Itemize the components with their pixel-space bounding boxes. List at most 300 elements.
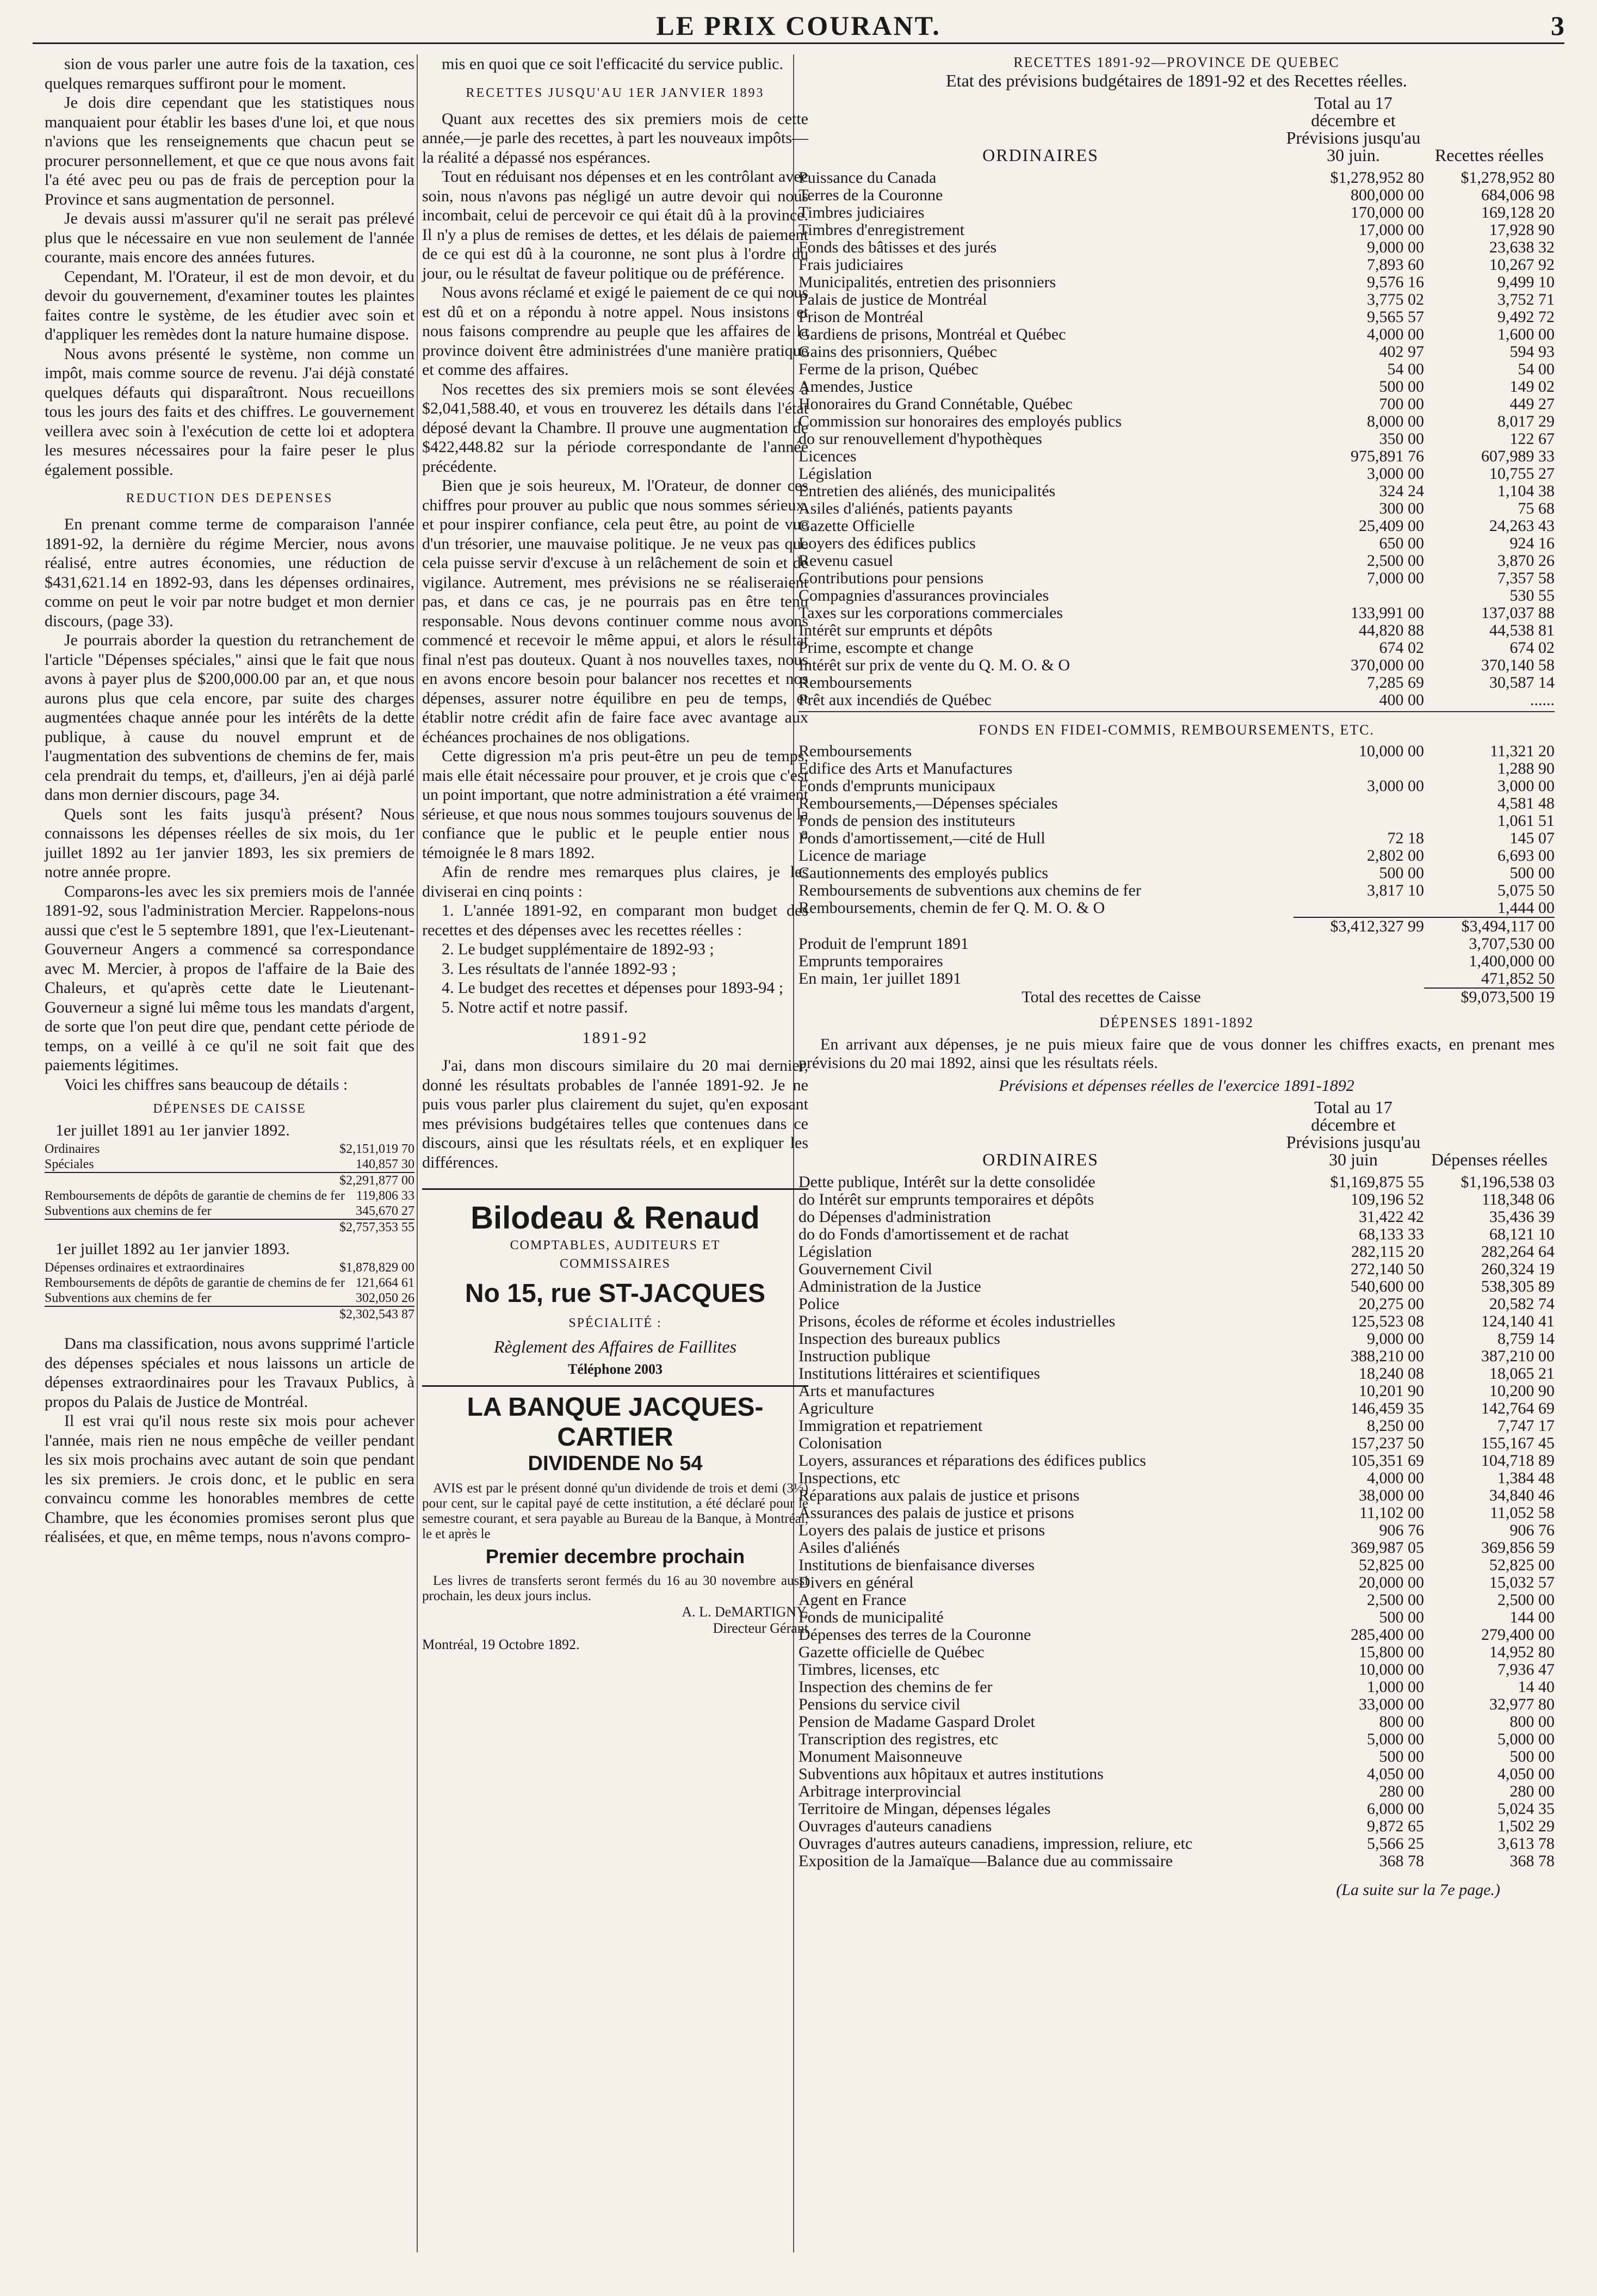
cash-row-value: $2,151,019 70 xyxy=(339,1142,414,1156)
row-value: 32,977 80 xyxy=(1489,1695,1555,1713)
row-value: 500 00 xyxy=(1379,378,1424,396)
cash-row xyxy=(45,1275,414,1291)
cash-row xyxy=(45,1188,414,1203)
row-label: Monument Maisonneuve xyxy=(799,1748,962,1766)
row-value: 3,707,530 00 xyxy=(1469,935,1555,953)
row-value: 7,936 47 xyxy=(1497,1661,1555,1678)
paragraph: Dans ma classification, nous avons supprimé l'article des dépenses spéciales et nous laissons un article de dépenses extraordinaires pour les Travaux Publics, à propos du Palais de Justice de Montréal. xyxy=(45,1335,414,1411)
continued-note: (La suite sur la 7e page.) xyxy=(1336,1881,1500,1899)
row-value: 500 00 xyxy=(1379,864,1424,882)
table-row xyxy=(799,1713,1555,1731)
ad-specialite: SPÉCIALITÉ : xyxy=(568,1316,662,1330)
row-value: 35,436 39 xyxy=(1489,1208,1555,1226)
row-value xyxy=(1293,899,1424,917)
row-value: 170,000 00 xyxy=(1351,203,1424,221)
header-label: ORDINAIRES xyxy=(982,1150,1099,1169)
row-label: Asiles d'aliénés, patients payants xyxy=(799,500,1013,517)
grand-total-row xyxy=(799,987,1555,1006)
row-label: Réparations aux palais de justice et prisons xyxy=(799,1487,1080,1504)
row-value: 500 00 xyxy=(1379,1608,1424,1626)
row-value: 24,263 43 xyxy=(1489,517,1555,535)
row-value: 1,288 90 xyxy=(1497,760,1555,777)
row-value: 500 00 xyxy=(1509,864,1555,882)
row-value: 15,800 00 xyxy=(1359,1643,1424,1661)
row-label: do sur renouvellement d'hypothèques xyxy=(799,430,1042,448)
table-row xyxy=(799,1400,1555,1417)
table-row xyxy=(799,1365,1555,1382)
table-row xyxy=(799,204,1555,221)
table-row xyxy=(799,1661,1555,1678)
row-value: 9,000 00 xyxy=(1367,1330,1424,1348)
table-row xyxy=(799,760,1555,777)
table-row xyxy=(799,1208,1555,1226)
row-value: ...... xyxy=(1530,691,1555,709)
row-value: 607,989 33 xyxy=(1481,447,1555,465)
row-value: 11,052 58 xyxy=(1490,1504,1555,1522)
period-title: 1er juillet 1891 au 1er janvier 1892. xyxy=(55,1121,290,1139)
table-row xyxy=(799,483,1555,500)
row-value: 54 00 xyxy=(1387,360,1424,378)
paragraph: Je devais aussi m'assurer qu'il ne serait pas prélevé plus que le nécessaire en vue non seulement de l'année courante, mais encore des années futures. xyxy=(45,209,414,266)
table-row xyxy=(799,1835,1555,1853)
row-value: 52,825 00 xyxy=(1359,1556,1424,1574)
row-label: Exposition de la Jamaïque—Balance due au commissaire xyxy=(799,1853,1173,1870)
expense-intro: En arrivant aux dépenses, je ne puis mieux faire que de vous donner les chiffres exacts, en prenant mes prévisions du 20 mai 1892, ainsi que les résultats réels. xyxy=(799,1035,1555,1072)
paragraph: 4. Le budget des recettes et dépenses pour 1893-94 ; xyxy=(442,979,784,997)
row-label: Institutions littéraires et scientifiques xyxy=(799,1365,1041,1382)
row-value: 109,196 52 xyxy=(1351,1190,1424,1208)
row-label: Municipalités, entretien des prisonniers xyxy=(799,274,1056,291)
cash-row-label: Remboursements de dépôts de garantie de chemins de fer xyxy=(45,1276,345,1290)
row-label: Loyers des édifices publics xyxy=(799,535,976,552)
row-value: 10,000 00 xyxy=(1359,1661,1424,1678)
row-label: Prison de Montréal xyxy=(799,308,924,326)
table-row xyxy=(799,604,1555,622)
row-value: 7,000 00 xyxy=(1367,569,1424,587)
table-row xyxy=(799,1574,1555,1591)
cash-row-label: Spéciales xyxy=(45,1157,94,1171)
row-value: 7,285 69 xyxy=(1367,674,1424,692)
row-value: 402 97 xyxy=(1379,343,1424,361)
paragraph: Nous avons présenté le système, non comme un impôt, mais comme source de revenu. J'ai déjà constaté quelques défauts qui disparaîtront. Nous recueillons tous les jours des faits et des chiffres. Le gouvernement veillera avec soin à l'exécution de cette loi et adoptera les mesures nécessaires pour la faire peser le plus également possible. xyxy=(45,344,414,479)
row-value: 72 18 xyxy=(1387,829,1424,847)
table-row xyxy=(799,291,1555,308)
table-row xyxy=(799,953,1555,970)
row-value: 142,764 69 xyxy=(1481,1399,1555,1417)
section-heading: RECETTES JUSQU'AU 1ER JANVIER 1893 xyxy=(466,85,765,100)
row-value: 3,000 00 xyxy=(1497,777,1555,795)
row-value: 280 00 xyxy=(1509,1782,1555,1800)
table-row xyxy=(799,1470,1555,1487)
row-value: 388,210 00 xyxy=(1351,1347,1424,1365)
row-label: Revenu casuel xyxy=(799,552,894,570)
row-value: 2,802 00 xyxy=(1367,847,1424,865)
row-value: 20,000 00 xyxy=(1359,1573,1424,1591)
table-row xyxy=(799,256,1555,274)
table-row xyxy=(799,1295,1555,1313)
row-value: 4,000 00 xyxy=(1367,1469,1424,1487)
row-value: $1,278,952 80 xyxy=(1330,169,1424,187)
table-row xyxy=(799,570,1555,587)
header-col2: Dépenses réelles xyxy=(1431,1150,1548,1169)
table-row xyxy=(799,1766,1555,1783)
paragraph: Cette digression m'a pris peut-être un peu de temps, mais elle était nécessaire pour prouver, et je crois que c'est un point important, que notre administration a été vraiment sérieuse, et que nous nous sommes toujours souvenus de la confiance que le public et le peuple entier nous a témoignée le 8 mars 1892. xyxy=(422,747,808,862)
row-value: 800 00 xyxy=(1509,1713,1555,1731)
row-value: 68,133 33 xyxy=(1359,1225,1424,1243)
row-value: 1,502 29 xyxy=(1497,1817,1555,1835)
advertisement-bilodeau xyxy=(422,1188,808,1378)
row-value: 54 00 xyxy=(1518,360,1555,378)
header-col1: Total au 17 décembre et Prévisions jusqu'au 30 juin xyxy=(1286,1097,1421,1169)
table-row xyxy=(799,1748,1555,1766)
row-value: 924 16 xyxy=(1509,534,1555,552)
cash-table-1892 xyxy=(45,1242,414,1322)
row-label: Dépenses des terres de la Couronne xyxy=(799,1626,1031,1644)
row-value: 133,991 00 xyxy=(1351,604,1424,622)
table-header xyxy=(799,94,1555,164)
row-value: 674 02 xyxy=(1379,639,1424,657)
row-label: Immigration et repatriement xyxy=(799,1417,983,1435)
section-heading: DÉPENSES 1891-1892 xyxy=(1099,1015,1254,1030)
table-row xyxy=(799,777,1555,795)
cash-row-value: 121,664 61 xyxy=(356,1276,414,1290)
row-value: 594 93 xyxy=(1509,343,1555,361)
table-row xyxy=(799,743,1555,760)
row-label: Compagnies d'assurances provinciales xyxy=(799,587,1049,604)
row-label: Remboursements, chemin de fer Q. M. O. & O xyxy=(799,899,1105,917)
table-subtitle: Etat des prévisions budgétaires de 1891-92 et des Recettes réelles. xyxy=(946,71,1407,90)
row-label: Entretien des aliénés, des municipalités xyxy=(799,483,1056,500)
table-row xyxy=(799,674,1555,692)
page-header xyxy=(33,10,1564,44)
table-row xyxy=(799,500,1555,517)
row-value: 1,061 51 xyxy=(1497,812,1555,830)
table-row xyxy=(799,1174,1555,1191)
table-row xyxy=(799,795,1555,812)
table-row xyxy=(799,274,1555,291)
row-value: 3,000 00 xyxy=(1367,465,1424,483)
row-label: Remboursements xyxy=(799,674,912,692)
table-row xyxy=(799,1626,1555,1644)
row-value: 800 00 xyxy=(1379,1713,1424,1731)
row-label: Licences xyxy=(799,448,857,465)
ad-line: COMPTABLES, AUDITEURS ET xyxy=(510,1238,721,1252)
row-value: $1,196,538 03 xyxy=(1460,1173,1555,1191)
table-row xyxy=(799,899,1555,917)
row-value: 31,422 42 xyxy=(1359,1208,1424,1226)
cash-row-value: 302,050 26 xyxy=(356,1291,414,1305)
row-value: 11,321 20 xyxy=(1490,742,1555,760)
col1-paragraphs-b xyxy=(45,515,414,1094)
row-value: 169,128 20 xyxy=(1481,203,1555,221)
paragraph: 1. L'année 1891-92, en comparant mon budget des recettes et des dépenses avec les recettes réelles : xyxy=(422,902,808,939)
row-label: Contributions pour pensions xyxy=(799,570,984,587)
bank-signature: A. L. DeMARTIGNY, xyxy=(682,1604,808,1620)
table-row xyxy=(799,1243,1555,1261)
table-row xyxy=(799,1644,1555,1661)
row-label: Gazette Officielle xyxy=(799,517,915,535)
row-value: 5,075 50 xyxy=(1497,881,1555,899)
table-row xyxy=(799,692,1555,709)
paragraph: mis en quoi que ce soit l'efficacité du service public. xyxy=(442,55,783,73)
row-value: 6,693 00 xyxy=(1497,847,1555,865)
row-label: Territoire de Mingan, dépenses légales xyxy=(799,1800,1051,1818)
page-number: 3 xyxy=(1551,10,1564,41)
row-value: 9,000 00 xyxy=(1367,238,1424,256)
cash-row-label: Dépenses ordinaires et extraordinaires xyxy=(45,1261,245,1275)
table-header xyxy=(799,1098,1555,1168)
section-heading: DÉPENSES DE CAISSE xyxy=(153,1102,306,1116)
row-label: Agriculture xyxy=(799,1400,874,1417)
row-value: 118,348 06 xyxy=(1482,1190,1555,1208)
row-value: 4,581 48 xyxy=(1497,794,1555,812)
table-row xyxy=(799,1539,1555,1557)
paragraph: 5. Notre actif et notre passif. xyxy=(442,998,628,1016)
bank-place-date: Montréal, 19 Octobre 1892. xyxy=(422,1637,580,1652)
row-value xyxy=(1293,795,1424,812)
row-value: 5,024 35 xyxy=(1497,1800,1555,1818)
table-row xyxy=(799,1417,1555,1435)
row-label: Remboursements xyxy=(799,743,912,760)
row-value: 4,050 00 xyxy=(1497,1765,1555,1783)
row-value xyxy=(1293,760,1424,777)
row-value: 7,747 17 xyxy=(1497,1417,1555,1435)
row-label: Gains des prisonniers, Québec xyxy=(799,343,997,361)
row-label: do Dépenses d'administration xyxy=(799,1208,991,1226)
plus-table xyxy=(799,935,1555,987)
row-label: Fonds des bâtisses et des jurés xyxy=(799,239,997,256)
row-value: 300 00 xyxy=(1379,499,1424,517)
row-value: 674 02 xyxy=(1509,639,1555,657)
bank-role: Directeur Gérant xyxy=(713,1620,808,1636)
row-label: Timbres judiciaires xyxy=(799,204,925,221)
row-label: Inspection des chemins de fer xyxy=(799,1678,993,1696)
row-value: 3,000 00 xyxy=(1367,777,1424,795)
cash-row xyxy=(45,1260,414,1275)
table-row xyxy=(799,413,1555,430)
row-value: 282,115 20 xyxy=(1351,1243,1424,1261)
row-value: 33,000 00 xyxy=(1359,1695,1424,1713)
bank-dividend: DIVIDENDE No 54 xyxy=(528,1452,703,1475)
row-label: Timbres, licenses, etc xyxy=(799,1661,939,1678)
table-row xyxy=(799,865,1555,882)
advertisement-bank xyxy=(422,1385,808,1653)
row-value xyxy=(1293,587,1424,604)
row-value: 9,872 65 xyxy=(1367,1817,1424,1835)
table-row xyxy=(799,657,1555,674)
table-row xyxy=(799,639,1555,657)
subtotal-row xyxy=(799,917,1555,935)
row-value: 137,037 88 xyxy=(1481,604,1555,622)
cash-row-value: 345,670 27 xyxy=(356,1204,414,1218)
row-value: 9,499 10 xyxy=(1497,273,1555,291)
row-label: Agent en France xyxy=(799,1591,907,1609)
row-value: 144 00 xyxy=(1509,1608,1555,1626)
table-row xyxy=(799,169,1555,187)
row-value: 149 02 xyxy=(1509,378,1555,396)
points-list xyxy=(422,901,808,1017)
table-row xyxy=(799,1591,1555,1609)
table-row xyxy=(799,970,1555,987)
paragraph: Je dois dire cependant que les statistiques nous manquaient pour établir les bases d'une loi, et que nous n'avions que les renseignements que chacun peut se procurer personnellement, et que ce que nous avons fait l'a été avec peu ou pas de frais de perception pour la Province et sans augmentation de personnel. xyxy=(45,94,414,208)
row-label: Gazette officielle de Québec xyxy=(799,1644,985,1661)
paragraph: Voici les chiffres sans beaucoup de détails : xyxy=(64,1075,348,1094)
col2-paragraphs-c xyxy=(422,1056,808,1172)
row-value: 6,000 00 xyxy=(1367,1800,1424,1818)
paragraph: Bien que je sois heureux, M. l'Orateur, de donner ces chiffres pour prouver au public que nous sommes sérieux, et pour inspirer confiance, cela peut être, au point de vue d'un trésorier, une mauvaise politique. Je ne veux pas que cela puisse servir d'excuse à un relâchement de soin et de vigilance. Autrement, mes prévisions ne se réaliseraient pas, et dans ce cas, je ne pourrais pas en être tenu responsable. Nous devons continuer comme nous avons commencé et recevoir le même appui, et alors le résultat final n'est pas douteux. Quant à nos nouvelles taxes, nous en avons encore besoin pour balancer nos recettes et nos dépenses, assurer notre équilibre en peu de temps, et établir notre crédit afin de faire face avec avantage aux échéances prochaines de nos obligations. xyxy=(422,477,808,746)
row-value: 3,817 10 xyxy=(1367,881,1424,899)
header-col2: Recettes réelles xyxy=(1435,145,1544,165)
row-label: Remboursements,—Dépenses spéciales xyxy=(799,795,1058,812)
row-value: 9,492 72 xyxy=(1497,308,1555,326)
cash-row-label: Subventions aux chemins de fer xyxy=(45,1204,212,1218)
table-row xyxy=(799,622,1555,639)
row-value: 20,275 00 xyxy=(1359,1295,1424,1313)
row-value: 9,576 16 xyxy=(1367,273,1424,291)
row-value: $1,169,875 55 xyxy=(1330,1173,1424,1191)
ad-address: No 15, rue ST-JACQUES xyxy=(465,1279,766,1308)
row-label: Arts et manufactures xyxy=(799,1382,934,1400)
trust-funds-table xyxy=(799,743,1555,917)
col2-paragraphs-b xyxy=(422,109,808,902)
row-value: 7,357 58 xyxy=(1497,569,1555,587)
ad-firm-name: Bilodeau & Renaud xyxy=(471,1200,760,1236)
row-label: Prime, escompte et change xyxy=(799,639,974,657)
row-label: Honoraires du Grand Connétable, Québec xyxy=(799,396,1073,413)
row-label: Intérêt sur prix de vente du Q. M. O. & O xyxy=(799,657,1070,674)
table-row xyxy=(799,343,1555,361)
table-row xyxy=(799,1348,1555,1365)
row-value: 5,000 00 xyxy=(1497,1730,1555,1748)
cash-row xyxy=(45,1157,414,1172)
row-value: 2,500 00 xyxy=(1367,1591,1424,1609)
table-row xyxy=(799,552,1555,570)
table-row xyxy=(799,1557,1555,1574)
column-divider xyxy=(417,54,418,2252)
header-label: ORDINAIRES xyxy=(982,145,1099,165)
column-1 xyxy=(45,54,414,1547)
row-value: 10,000 00 xyxy=(1359,742,1424,760)
row-value: 1,000 00 xyxy=(1367,1678,1424,1696)
row-label: Palais de justice de Montréal xyxy=(799,291,987,308)
row-label: Fonds d'amortissement,—cité de Hull xyxy=(799,830,1045,847)
row-label: Loyers des palais de justice et prisons xyxy=(799,1522,1045,1539)
paragraph: Nous avons réclamé et exigé le paiement de ce qui nous est dû et on a répondu à notre appel. Nous insistons et nous faisons comprendre au peuple que les affaires de la province doivent être administrées d'une manière pratique et comme des affaires. xyxy=(422,283,808,379)
row-label: Ouvrages d'auteurs canadiens xyxy=(799,1818,992,1835)
table-row xyxy=(799,882,1555,899)
row-label: Pension de Madame Gaspard Drolet xyxy=(799,1713,1035,1731)
section-heading: FONDS EN FIDEI-COMMIS, REMBOURSEMENTS, ETC. xyxy=(978,722,1375,738)
row-label: Loyers, assurances et réparations des édifices publics xyxy=(799,1452,1146,1470)
row-value: 4,000 00 xyxy=(1367,325,1424,343)
cash-row xyxy=(45,1141,414,1157)
row-value: 3,752 71 xyxy=(1497,291,1555,308)
row-label: Ouvrages d'autres auteurs canadiens, impression, reliure, etc xyxy=(799,1835,1193,1853)
row-value: 122 67 xyxy=(1509,430,1555,448)
expense-caption: Prévisions et dépenses réelles de l'exercice 1891-1892 xyxy=(999,1077,1354,1095)
row-label: Remboursements de subventions aux chemins de fer xyxy=(799,882,1141,899)
row-label: Transcription des registres, etc xyxy=(799,1731,999,1748)
table-row xyxy=(799,587,1555,604)
row-label: Divers en général xyxy=(799,1574,914,1591)
table-row xyxy=(799,1226,1555,1243)
row-value: 906 76 xyxy=(1509,1521,1555,1539)
row-value: 500 00 xyxy=(1509,1748,1555,1766)
row-label: Inspection des bureaux publics xyxy=(799,1330,1000,1348)
row-value: 650 00 xyxy=(1379,534,1424,552)
cash-row-label: Remboursements de dépôts de garantie de chemins de fer xyxy=(45,1189,345,1203)
row-label: do do Fonds d'amortissement et de rachat xyxy=(799,1226,1069,1243)
row-label: Asiles d'aliénés xyxy=(799,1539,900,1557)
row-label: Législation xyxy=(799,465,872,483)
table-row xyxy=(799,221,1555,239)
table-row xyxy=(799,448,1555,465)
table-row xyxy=(799,396,1555,413)
row-value: 5,000 00 xyxy=(1367,1730,1424,1748)
row-value: 8,000 00 xyxy=(1367,412,1424,430)
cash-row-label: Ordinaires xyxy=(45,1142,100,1156)
row-value: 30,587 14 xyxy=(1489,674,1555,692)
row-value: 104,718 89 xyxy=(1481,1452,1555,1470)
masthead-title: LE PRIX COURANT. xyxy=(656,10,941,41)
row-label: Fonds de municipalité xyxy=(799,1609,944,1626)
table-row xyxy=(799,1504,1555,1522)
table-row xyxy=(799,326,1555,343)
row-value: 155,167 45 xyxy=(1481,1434,1555,1452)
row-value: 14,952 80 xyxy=(1489,1643,1555,1661)
row-value: 1,104 38 xyxy=(1497,482,1555,500)
row-value: 369,856 59 xyxy=(1481,1539,1555,1557)
row-value: 350 00 xyxy=(1379,430,1424,448)
row-label: Inspections, etc xyxy=(799,1470,900,1487)
row-value: 1,384 48 xyxy=(1497,1469,1555,1487)
row-value: $1,278,952 80 xyxy=(1460,169,1555,187)
row-value: 124,140 41 xyxy=(1481,1312,1555,1330)
paragraph: En prenant comme terme de comparaison l'année 1891-92, la dernière du régime Mercier, nous avons réalisé, entre autres économies, une réduction de $431,621.14 en 1892-93, dans les dépenses ordinaires, comme on peut le voir par notre budget et mon dernier discours, (page 33). xyxy=(45,515,414,630)
row-value: 3,613 78 xyxy=(1497,1835,1555,1853)
row-value: 10,755 27 xyxy=(1489,465,1555,483)
row-value: 17,928 90 xyxy=(1489,221,1555,239)
table-row xyxy=(799,1783,1555,1800)
column-2 xyxy=(422,54,808,1653)
row-value: 146,459 35 xyxy=(1351,1399,1424,1417)
cash-row xyxy=(45,1291,414,1306)
row-value: 800,000 00 xyxy=(1351,186,1424,204)
row-value: 52,825 00 xyxy=(1489,1556,1555,1574)
table-row xyxy=(799,465,1555,483)
row-value: 8,017 29 xyxy=(1497,412,1555,430)
row-value: 368 78 xyxy=(1379,1852,1424,1870)
row-value: 11,102 00 xyxy=(1359,1504,1424,1522)
row-value: 5,566 25 xyxy=(1367,1835,1424,1853)
table-row xyxy=(799,361,1555,378)
table-row xyxy=(799,1487,1555,1504)
row-value: 1,400,000 00 xyxy=(1469,952,1555,970)
row-label: Puissance du Canada xyxy=(799,169,937,187)
row-value: 975,891 76 xyxy=(1351,447,1424,465)
row-value: 18,240 08 xyxy=(1359,1365,1424,1382)
subtotal: $2,291,877 00 xyxy=(45,1172,414,1188)
row-value: 282,264 64 xyxy=(1481,1243,1555,1261)
row-label: Administration de la Justice xyxy=(799,1278,981,1295)
row-value: 8,759 14 xyxy=(1497,1330,1555,1348)
row-value: 75 68 xyxy=(1518,499,1555,517)
table-row xyxy=(799,830,1555,847)
grand-total-label: Total des recettes de Caisse xyxy=(1022,988,1201,1006)
table-row xyxy=(799,535,1555,552)
table-row xyxy=(799,1800,1555,1818)
paragraph: Afin de rendre mes remarques plus claires, je les diviserai en cinq points : xyxy=(422,863,808,900)
